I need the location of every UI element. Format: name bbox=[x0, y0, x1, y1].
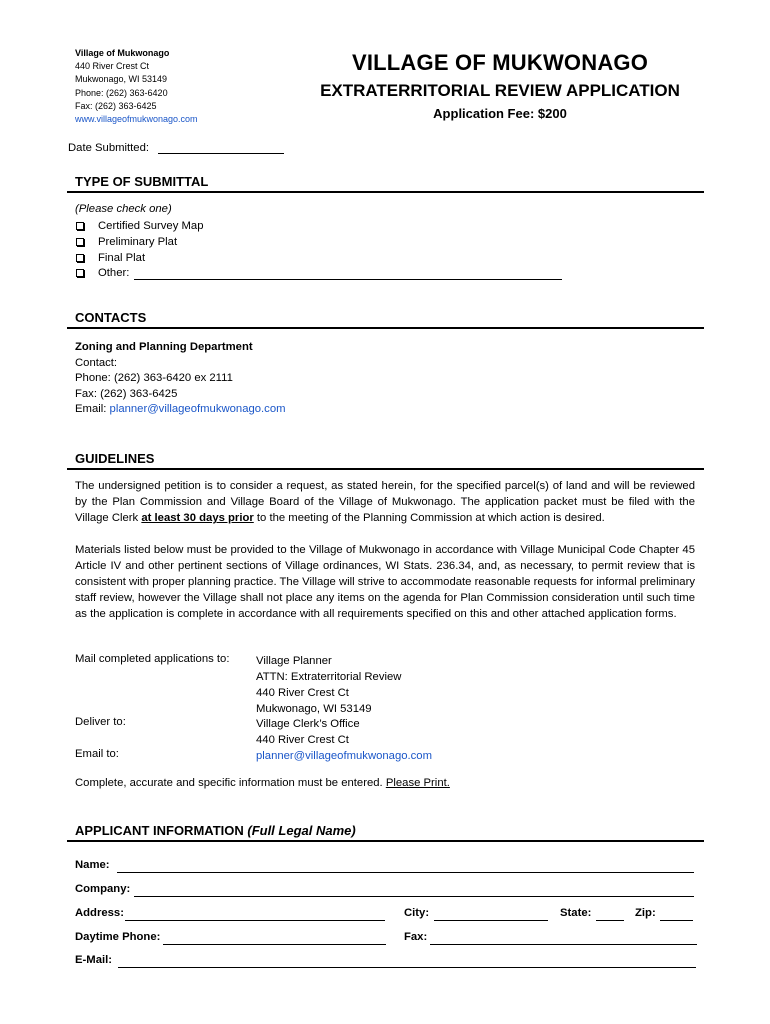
state-label: State: bbox=[560, 907, 592, 919]
contacts-heading: CONTACTS bbox=[75, 310, 147, 325]
please-print: Please Print. bbox=[385, 777, 450, 789]
contact-email-label: Email: bbox=[75, 403, 110, 415]
guidelines-heading: GUIDELINES bbox=[75, 451, 155, 466]
page-subtitle: EXTRATERRITORIAL REVIEW APPLICATION bbox=[320, 81, 680, 100]
name-field[interactable] bbox=[117, 859, 694, 873]
page-title: VILLAGE OF MUKWONAGO bbox=[351, 50, 649, 75]
option-label: Other: bbox=[98, 267, 130, 279]
contact-department: Zoning and Planning Department bbox=[75, 341, 253, 353]
submittal-option-certified-survey-map[interactable] bbox=[75, 218, 203, 234]
email-to-label: Email to: bbox=[75, 748, 119, 760]
contact-email-link[interactable]: planner@villageofmukwonago.com bbox=[109, 403, 286, 415]
date-submitted-field[interactable] bbox=[158, 141, 284, 154]
org-fax: Fax: (262) 363-6425 bbox=[75, 100, 157, 111]
date-submitted-label: Date Submitted: bbox=[68, 142, 150, 154]
section-divider bbox=[67, 191, 704, 193]
section-divider bbox=[67, 327, 704, 329]
option-label: Preliminary Plat bbox=[98, 236, 178, 248]
closing-note bbox=[75, 777, 450, 789]
guidelines-paragraph-1 bbox=[75, 478, 695, 526]
state-field[interactable] bbox=[596, 907, 624, 921]
org-website-link[interactable]: www.villageofmukwonago.com bbox=[75, 114, 198, 125]
submittal-option-preliminary-plat[interactable] bbox=[75, 234, 177, 250]
closing-text: Complete, accurate and specific information must be entered. bbox=[75, 777, 386, 789]
para1-text-b: to the meeting of the Planning Commission at which action is desired. bbox=[253, 512, 605, 524]
contact-fax: Fax: (262) 363-6425 bbox=[75, 387, 178, 400]
mail-line: Village Planner bbox=[256, 655, 332, 667]
other-field[interactable] bbox=[134, 267, 562, 280]
deliver-line: 440 River Crest Ct bbox=[256, 734, 349, 746]
checkbox-icon[interactable] bbox=[76, 269, 84, 277]
submittal-instruction: (Please check one) bbox=[75, 203, 172, 215]
org-city: Mukwonago, WI 53149 bbox=[75, 74, 168, 85]
checkbox-icon[interactable] bbox=[76, 222, 84, 230]
org-phone: Phone: (262) 363-6420 bbox=[75, 87, 168, 98]
contact-email-row bbox=[75, 402, 286, 418]
applicant-info-heading bbox=[75, 823, 356, 838]
company-label: Company: bbox=[75, 883, 131, 895]
org-name: Village of Mukwonago bbox=[75, 48, 170, 58]
section-divider bbox=[67, 840, 704, 842]
deliver-to-address bbox=[256, 716, 360, 748]
email-field[interactable] bbox=[118, 954, 696, 968]
type-of-submittal-heading: TYPE OF SUBMITTAL bbox=[75, 174, 209, 189]
email-to-link[interactable]: planner@villageofmukwonago.com bbox=[256, 750, 432, 762]
para1-text-a: The undersigned petition is to consider a request, as stated herein, for the specified parcel(s) of land and will be reviewed by the Plan Commission and Village Board of the Village of Mukwonago. The application packet must be filed with the Village Clerk bbox=[75, 480, 695, 524]
para1-emphasis: at least 30 days prior bbox=[141, 512, 254, 524]
contact-phone: Phone: (262) 363-6420 ex 2111 bbox=[75, 372, 233, 384]
company-field[interactable] bbox=[134, 883, 694, 897]
checkbox-icon[interactable] bbox=[76, 254, 84, 262]
deliver-to-label: Deliver to: bbox=[75, 716, 126, 728]
section-divider bbox=[67, 468, 704, 470]
fax-label: Fax: bbox=[404, 931, 428, 943]
applicant-heading-text: APPLICANT INFORMATION bbox=[75, 823, 248, 838]
option-label: Final Plat bbox=[98, 252, 146, 264]
guidelines-paragraph-2: Materials listed below must be provided to the Village of Mukwonago in accordance with Village Municipal Code Chapter 45 Article IV and other pertinent sections of Village ordinances, WI Stats. 236.34, and, as necessary, to permit review that is consistent with proper planning practice. The Village will strive to accommodate reasonable requests for informal preliminary staff review, however the Village shall not place any items on the agenda for Plan Commission consideration until such time as the application is complete in accordance with all requirements specified on this and other attached application forms. bbox=[75, 544, 695, 620]
city-label: City: bbox=[404, 907, 430, 919]
application-fee: Application Fee: $200 bbox=[433, 106, 567, 121]
date-submitted-row bbox=[68, 141, 284, 154]
contact-name-label: Contact: bbox=[75, 356, 118, 369]
submittal-option-final-plat[interactable] bbox=[75, 250, 145, 266]
header-address bbox=[75, 47, 198, 126]
option-label: Certified Survey Map bbox=[98, 220, 204, 232]
city-field[interactable] bbox=[434, 907, 548, 921]
deliver-line: Village Clerk’s Office bbox=[256, 718, 360, 730]
zip-label: Zip: bbox=[635, 907, 656, 919]
mail-to-address bbox=[256, 653, 401, 717]
fax-field[interactable] bbox=[430, 931, 697, 945]
zip-field[interactable] bbox=[660, 907, 693, 921]
address-field[interactable] bbox=[125, 907, 385, 921]
mail-line: ATTN: Extraterritorial Review bbox=[256, 671, 402, 683]
email-label: E-Mail: bbox=[75, 954, 113, 966]
contacts-block bbox=[75, 340, 286, 418]
name-label: Name: bbox=[75, 859, 110, 871]
checkbox-icon[interactable] bbox=[76, 238, 84, 246]
submittal-option-other[interactable] bbox=[75, 265, 562, 281]
mail-line: 440 River Crest Ct bbox=[256, 687, 349, 699]
org-address: 440 River Crest Ct bbox=[75, 61, 150, 72]
daytime-phone-label: Daytime Phone: bbox=[75, 931, 161, 943]
applicant-heading-note: (Full Legal Name) bbox=[247, 823, 356, 838]
mail-line: Mukwonago, WI 53149 bbox=[256, 703, 372, 715]
daytime-phone-field[interactable] bbox=[163, 931, 386, 945]
mail-to-label: Mail completed applications to: bbox=[75, 653, 230, 665]
address-label: Address: bbox=[75, 907, 124, 919]
